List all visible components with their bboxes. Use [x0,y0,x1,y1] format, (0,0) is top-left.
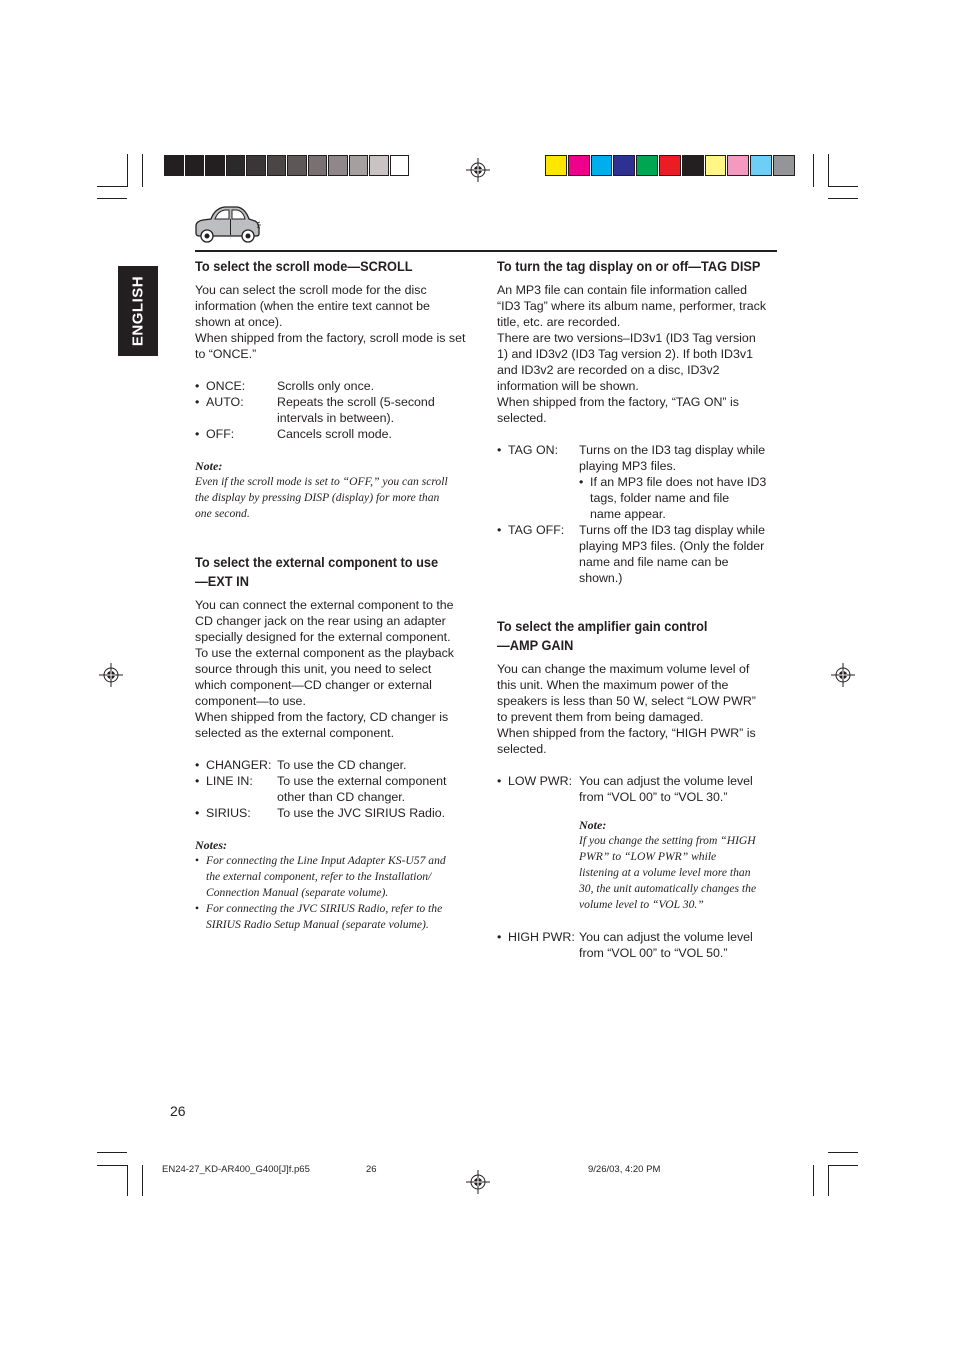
tag-para-1: An MP3 file can contain file information called “ID3 Tag” where its album name, performer, track title, etc. are recorded. [497,283,767,329]
extin-option-line-in: • LINE IN: To use the external component other than CD changer. [195,774,447,804]
scroll-option-auto: • AUTO: Repeats the scroll (5-second intervals in between). [195,395,435,425]
extin-notes-title: Notes: [195,838,227,852]
registration-mark-icon [99,663,123,687]
registration-mark-icon [466,158,490,182]
extin-note-item: • For connecting the Line Input Adapter KS-U57 and the external component, refer to the Installation/ Connection Manual (separate volume). [195,854,446,899]
amp-para-1: You can change the maximum volume level of this unit. When the maximum power of the speakers is less than 50 W, select “LOW PWR” to prevent them from being damaged. [497,662,756,724]
extin-note-item: • For connecting the JVC SIRIUS Radio, refer to the SIRIUS Radio Setup Manual (separate volume). [195,902,443,931]
color-swatch [750,155,772,176]
car-icon [193,203,263,245]
right-column [497,258,779,961]
color-swatch [226,155,246,176]
color-swatch [349,155,369,176]
color-swatch [545,155,567,176]
extin-para-2: When shipped from the factory, CD changer is selected as the external component. [195,710,449,740]
color-swatch [773,155,795,176]
registration-mark-icon [831,663,855,687]
color-swatch [267,155,287,176]
amp-note: Note: If you change the setting from “HIGH PWR” to “LOW PWR” while listening at a volume level more than 30, the unit automatically changes the volume level to “VOL 30.” [579,818,757,911]
language-tab [118,266,158,356]
scroll-heading: To select the scroll mode—SCROLL [195,259,413,275]
tag-para-2: There are two versions–ID3v1 (ID3 Tag version 1) and ID3v2 (ID3 Tag version 2). If both ID3v1 and ID3v2 are recorded on a disc, ID3v2 information will be shown. [497,331,756,393]
color-swatch [568,155,590,176]
scroll-para-2: When shipped from the factory, scroll mode is set to “ONCE.” [195,331,466,361]
extin-option-changer: • CHANGER: To use the CD changer. [195,758,407,772]
scroll-option-off: • OFF: Cancels scroll mode. [195,427,393,441]
color-swatch [246,155,266,176]
footer-date: 9/26/03, 4:20 PM [588,1164,661,1175]
amp-option-high-pwr: • HIGH PWR: You can adjust the volume level from “VOL 00” to “VOL 50.” [497,930,753,960]
extin-option-sirius: • SIRIUS: To use the JVC SIRIUS Radio. [195,806,446,820]
tag-heading: To turn the tag display on or off—TAG DISP [497,259,761,275]
extin-para-1: You can connect the external component to the CD changer jack on the rear using an adapter specially designed for the external component. To use the external component as the playback source through this unit, you need to select which component—CD changer or external component—to use. [195,598,454,708]
color-swatch [659,155,681,176]
scroll-note: Even if the scroll mode is set to “OFF,” you can scroll the display by pressing DISP (display) for more than one second. [195,475,448,520]
scroll-option-once: • ONCE: Scrolls only once. [195,379,375,393]
tag-para-3: When shipped from the factory, “TAG ON” is selected. [497,395,739,425]
color-swatch [705,155,727,176]
language-tab-label: ENGLISH [129,275,147,347]
amp-option-low-pwr: • LOW PWR: You can adjust the volume level from “VOL 00” to “VOL 30.” [497,774,753,804]
color-swatch [185,155,205,176]
tag-option-off: • TAG OFF: Turns off the ID3 tag display while playing MP3 files. (Only the folder name and file name can be shown.) [497,523,765,585]
color-swatch [287,155,307,176]
color-swatch [164,155,184,176]
registration-mark-icon [466,1170,490,1194]
color-swatch [328,155,348,176]
color-swatch [613,155,635,176]
amp-para-2: When shipped from the factory, “HIGH PWR” is selected. [497,726,756,756]
scroll-para-1: You can select the scroll mode for the disc information (when the entire text cannot be shown at once). [195,283,430,329]
footer-page: 26 [366,1164,377,1175]
footer-filename: EN24-27_KD-AR400_G400[J]f.p65 [162,1164,310,1175]
color-swatch [636,155,658,176]
header-rule [195,250,777,252]
page-number: 26 [170,1103,186,1119]
left-column [195,258,477,933]
color-swatch [727,155,749,176]
color-swatch [205,155,225,176]
extin-heading: To select the external component to use —EXT IN [195,555,439,590]
tag-on-subnote: • If an MP3 file does not have ID3 tags, folder name and file name appear. [579,475,767,521]
amp-heading: To select the amplifier gain control —AMP GAIN [497,619,708,654]
color-swatch [682,155,704,176]
color-swatch [390,155,410,176]
scroll-note-title: Note: [195,459,223,473]
color-swatch [369,155,389,176]
color-swatch [308,155,328,176]
color-swatch [591,155,613,176]
tag-option-on: • TAG ON: Turns on the ID3 tag display while playing MP3 files. • If an MP3 file does not have ID3 tags, folder name and file name appear. [497,442,779,522]
